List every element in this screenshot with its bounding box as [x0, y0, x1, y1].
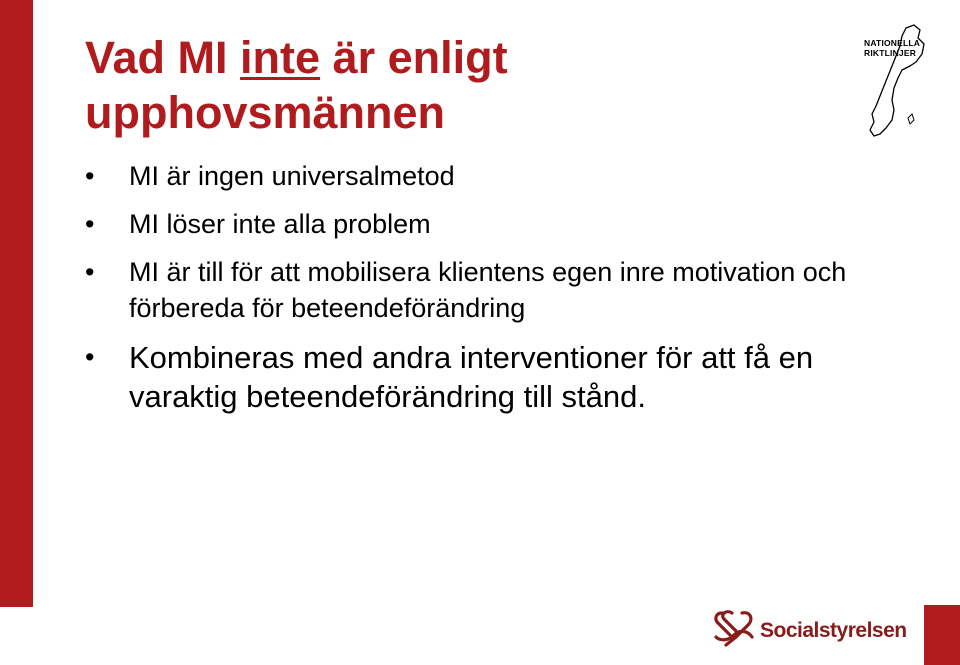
- bullet-item: • MI löser inte alla problem: [85, 206, 905, 242]
- riktlinjer-label: NATIONELLA RIKTLINJER: [864, 38, 921, 58]
- title-part-1: Vad MI: [85, 32, 241, 83]
- title-line-2: upphovsmännen: [85, 87, 446, 138]
- title-underlined-word: inte: [240, 32, 321, 83]
- left-accent-bar: [0, 0, 33, 607]
- bullet-item: • MI är ingen universalmetod: [85, 158, 905, 194]
- corner-accent-square: [924, 605, 960, 665]
- heart-ribbon-icon: [712, 607, 758, 647]
- nationella-riktlinjer-logo: [858, 22, 936, 140]
- socialstyrelsen-wordmark: Socialstyrelsen: [760, 619, 907, 642]
- slide-title: [85, 30, 508, 140]
- title-part-2: är enligt: [320, 32, 508, 83]
- socialstyrelsen-logo: [712, 607, 912, 651]
- bullet-list: [85, 158, 905, 416]
- bullet-item: • Kombineras med andra interventioner för att få en varaktig beteendeförändring till stånd.: [85, 338, 905, 416]
- bullet-item: • MI är till för att mobilisera klientens egen inre motivation och förbereda för beteendeförändring: [85, 254, 905, 326]
